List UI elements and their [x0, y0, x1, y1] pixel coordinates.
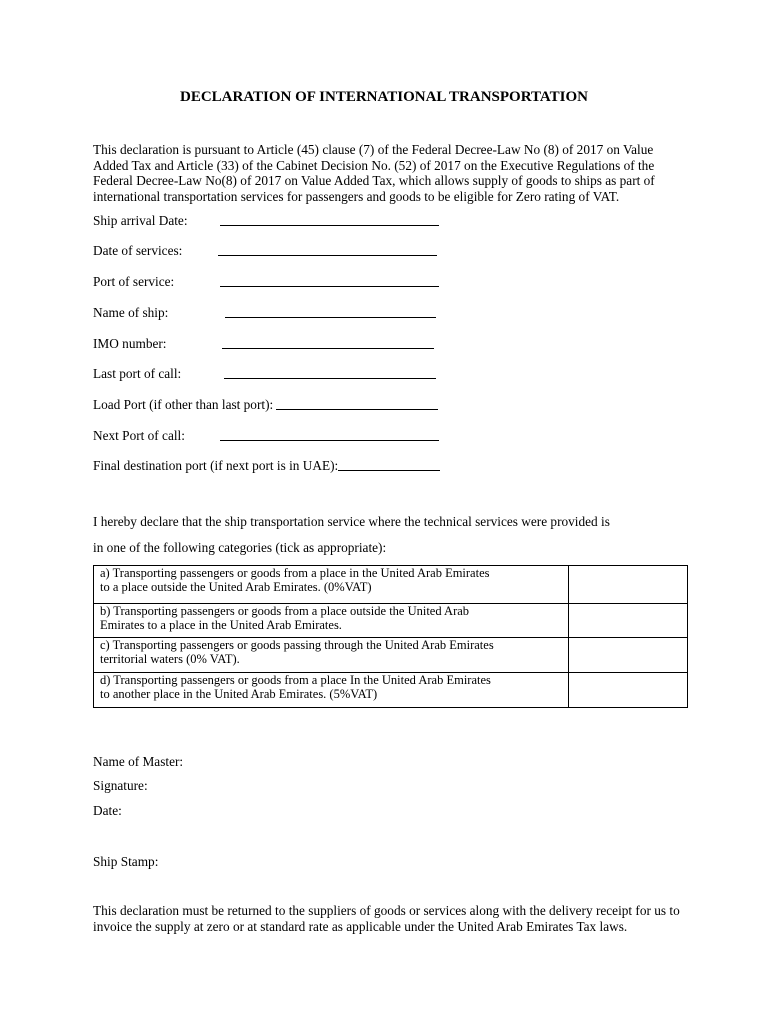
category-tick-box[interactable] — [569, 604, 688, 638]
category-tick-box[interactable] — [569, 566, 688, 604]
category-row — [94, 604, 688, 638]
intro-line: This declaration is pursuant to Article (45) clause (7) of the Federal Decree-Law No (8) of 2017 on Value — [93, 142, 654, 157]
document-title: DECLARATION OF INTERNATIONAL TRANSPORTATION — [179, 89, 588, 105]
date-of-services-line[interactable] — [218, 255, 437, 256]
ship-arrival-date-label: Ship arrival Date: — [93, 213, 188, 228]
name-of-master-label: Name of Master: — [93, 754, 184, 769]
date-of-services-label: Date of services: — [93, 243, 183, 258]
last-port-of-call-line[interactable] — [224, 378, 436, 379]
category-line: c) Transporting passengers or goods passing through the United Arab Emirates — [100, 638, 494, 652]
intro-paragraph — [93, 142, 683, 204]
footer-line: invoice the supply at zero or at standard rate as applicable under the United Arab Emirates Tax laws. — [93, 919, 628, 934]
category-tick-box[interactable] — [569, 673, 688, 708]
category-text — [94, 638, 569, 673]
last-port-of-call-label: Last port of call: — [93, 366, 182, 381]
category-text — [94, 566, 569, 604]
name-of-ship-label: Name of ship: — [93, 305, 169, 320]
category-row — [94, 566, 688, 604]
signature-label: Signature: — [93, 778, 148, 793]
imo-number-label: IMO number: — [93, 336, 167, 351]
intro-line: Added Tax and Article (33) of the Cabinet Decision No. (52) of 2017 on the Executive Regulations of the — [93, 157, 655, 173]
intro-line: international transportation services for passengers and goods to be eligible for Zero rating of VAT. — [93, 188, 620, 204]
category-line: to a place outside the United Arab Emirates. (0%VAT) — [100, 579, 372, 594]
ship-stamp-label: Ship Stamp: — [93, 854, 159, 869]
intro-line: Federal Decree-Law No(8) of 2017 on Value Added Tax, which allows supply of goods to ships as part of — [93, 173, 655, 188]
imo-number-line[interactable] — [222, 348, 434, 349]
category-line: b) Transporting passengers or goods from a place outside the United Arab — [100, 604, 470, 618]
ship-arrival-date-line[interactable] — [220, 225, 439, 226]
categories-table — [93, 565, 688, 708]
category-line: territorial waters (0% VAT). — [100, 651, 240, 666]
footer-line: This declaration must be returned to the suppliers of goods or services along with the delivery receipt for us to — [93, 903, 680, 918]
name-of-ship-line[interactable] — [225, 317, 436, 318]
category-text — [94, 604, 569, 638]
category-line: d) Transporting passengers or goods from a place In the United Arab Emirates — [100, 673, 491, 687]
next-port-of-call-line[interactable] — [220, 440, 439, 441]
category-line: to another place in the United Arab Emirates. (5%VAT) — [100, 686, 378, 701]
load-port-line[interactable] — [276, 409, 438, 410]
category-line: Emirates to a place in the United Arab Emirates. — [100, 617, 342, 632]
next-port-of-call-label: Next Port of call: — [93, 428, 185, 443]
footer-note — [93, 903, 683, 935]
declaration-line-2: in one of the following categories (tick as appropriate): — [93, 540, 387, 555]
category-tick-box[interactable] — [569, 638, 688, 673]
final-destination-port-label: Final destination port (if next port is in UAE): — [93, 458, 339, 473]
category-text — [94, 673, 569, 708]
category-row — [94, 673, 688, 708]
category-row — [94, 638, 688, 673]
port-of-service-line[interactable] — [220, 286, 439, 287]
declaration-line-1: I hereby declare that the ship transportation service where the technical services were provided is — [93, 514, 610, 529]
load-port-label: Load Port (if other than last port): — [93, 397, 274, 412]
port-of-service-label: Port of service: — [93, 274, 175, 289]
date-label: Date: — [93, 803, 122, 818]
category-line: a) Transporting passengers or goods from a place in the United Arab Emirates — [100, 566, 490, 580]
final-destination-port-line[interactable] — [338, 470, 440, 471]
